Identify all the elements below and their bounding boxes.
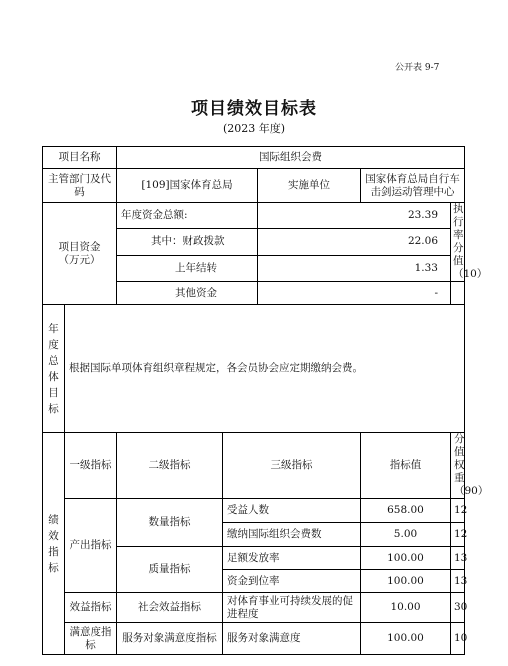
- dept-label: 主管部门及代码: [43, 169, 117, 203]
- perf-row-value: 10.00: [361, 593, 451, 623]
- perf-row-l3: 受益人数: [223, 499, 361, 523]
- perf-quality-l2: 质量指标: [117, 547, 223, 593]
- project-name-value: 国际组织会费: [117, 147, 465, 169]
- funds-total-label: 年度资金总额:: [117, 203, 258, 229]
- perf-benefit-l1: 效益指标: [65, 593, 117, 623]
- dept-value: [109]国家体育总局: [117, 169, 258, 203]
- form-code: 公开表 9-7: [395, 63, 440, 73]
- performance-goal-table: [42, 146, 489, 655]
- page-subtitle: (2023 年度): [222, 122, 286, 135]
- impl-unit-value: 国家体育总局自行车击剑运动管理中心: [361, 169, 465, 203]
- perf-row-weight: 10: [451, 623, 465, 655]
- perf-row-weight: 12: [451, 523, 465, 547]
- perf-row-l3: 服务对象满意度: [223, 623, 361, 655]
- exec-rate-blank: [451, 282, 465, 305]
- annual-goal-label: 年度总体目标: [43, 305, 65, 433]
- funds-total-value: 23.39: [258, 203, 451, 229]
- perf-header-l3: 三级指标: [223, 433, 361, 499]
- funds-label-cell: [43, 203, 117, 305]
- perf-row-l3: 足额发放率: [223, 547, 361, 570]
- perf-output-l1: 产出指标: [65, 499, 117, 593]
- perf-label: 绩效指标: [43, 433, 65, 655]
- perf-row-value: 100.00: [361, 623, 451, 655]
- funds-carry-label: 上年结转: [117, 255, 258, 281]
- funds-unit: （万元）: [58, 253, 101, 266]
- perf-service-l2: 服务对象满意度指标: [117, 623, 223, 655]
- perf-row-value: 5.00: [361, 523, 451, 547]
- impl-unit-label: 实施单位: [258, 169, 361, 203]
- funds-carry-value: 1.33: [258, 255, 451, 281]
- perf-header-weight: 分值权重（90）: [451, 433, 465, 499]
- perf-quantity-l2: 数量指标: [117, 499, 223, 547]
- perf-row-l3: 资金到位率: [223, 570, 361, 593]
- perf-header-value: 指标值: [361, 433, 451, 499]
- page-title: 项目绩效目标表: [191, 99, 317, 119]
- perf-row-weight: 13: [451, 547, 465, 570]
- perf-row-l3: 缴纳国际组织会费数: [223, 523, 361, 547]
- perf-row-value: 100.00: [361, 547, 451, 570]
- funds-other-value: -: [258, 282, 451, 305]
- perf-row-weight: 30: [451, 593, 465, 623]
- perf-social-l2: 社会效益指标: [117, 593, 223, 623]
- perf-satisfaction-l1: 满意度指标: [65, 623, 117, 655]
- funds-fiscal-value: 22.06: [258, 229, 451, 255]
- perf-row-value: 100.00: [361, 570, 451, 593]
- perf-row-l3: 对体育事业可持续发展的促进程度: [223, 593, 361, 623]
- exec-rate-label: 执行率分值（10）: [451, 203, 465, 282]
- perf-header-l2: 二级指标: [117, 433, 223, 499]
- perf-row-weight: 13: [451, 570, 465, 593]
- perf-header-l1: 一级指标: [65, 433, 117, 499]
- perf-row-value: 658.00: [361, 499, 451, 523]
- project-name-label: 项目名称: [43, 147, 117, 169]
- perf-row-weight: 12: [451, 499, 465, 523]
- funds-label: 项目资金: [58, 240, 101, 253]
- funds-other-label: 其他资金: [117, 282, 258, 305]
- funds-fiscal-label: 其中：财政拨款: [117, 229, 258, 255]
- annual-goal-text: 根据国际单项体育组织章程规定，各会员协会应定期缴纳会费。: [65, 305, 465, 433]
